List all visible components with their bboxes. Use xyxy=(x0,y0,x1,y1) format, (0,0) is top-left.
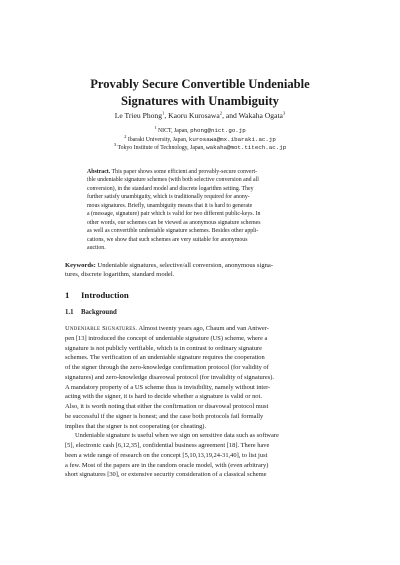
body-line: implies that the signer is not cooperating (or cheating). xyxy=(65,422,207,430)
abstract-line: cations, we show that such schemes are very suitable for anonymous xyxy=(87,236,248,243)
section-heading xyxy=(65,290,129,300)
abstract-line: auction. xyxy=(87,245,106,252)
abstract-line xyxy=(87,168,313,176)
keywords-line: tures, discrete logarithm, standard model. xyxy=(65,271,175,279)
abstract-line: a (message, signature) pair which is valid for two different public-keys. In xyxy=(87,211,261,218)
body-text-run: Almost twenty years ago, Chaum and van Antwer- xyxy=(137,325,269,332)
body-line: [5], electronic cash [6,12,35], confidential business agreement [18]. There have xyxy=(65,442,270,449)
body-line: acting with the signer, it is hard to decide whether a signature is valid or not. xyxy=(65,393,262,401)
affiliation-text: Tokyo Institute of Technology, Japan, xyxy=(117,145,207,152)
subsection-number: 1.1 xyxy=(65,309,74,316)
body-line: short signatures [30], or extensive security consideration of a classical scheme xyxy=(65,471,267,479)
subsection-heading xyxy=(65,309,117,316)
author-name: Le Trieu Phong xyxy=(114,111,163,120)
body-line: signature is not publicly verifiable, which is in contrast to ordinary signature xyxy=(65,344,263,352)
body-line: signatures) and zero-knowledge disavowal protocol (for invalidity of signatures). xyxy=(65,373,274,381)
abstract-line: ible undeniable signature schemes (with both selective conversion and all xyxy=(87,177,259,184)
subsection-title: Background xyxy=(81,309,117,316)
keywords-line xyxy=(65,261,335,270)
author-separator: , xyxy=(164,111,169,120)
author-list xyxy=(40,111,360,121)
affiliation-mark: 3 xyxy=(113,142,117,148)
affiliation-email: kurosawa@mx.ibaraki.ac.jp xyxy=(188,135,276,143)
author-affiliation-mark: 3 xyxy=(282,110,286,116)
body-line: Undeniable signature is useful when we sign on sensitive data such as software xyxy=(75,432,279,440)
affiliation xyxy=(60,144,340,153)
body-line: Also, it is worth noting that either the confirmation or disavowal protocol must xyxy=(65,403,269,410)
abstract-line: further satisfy unambiguity, which is traditionally required for anony- xyxy=(87,194,250,201)
abstract xyxy=(87,168,313,253)
section-number: 1 xyxy=(65,290,70,300)
affiliation xyxy=(60,127,340,136)
body-line: A mandatory property of a US scheme thus is invisibility, namely without inter- xyxy=(65,383,271,391)
body-line: schemes. The verification of an undeniable signature requires the cooperation xyxy=(65,354,265,362)
paper-title xyxy=(60,76,340,110)
affiliation-list xyxy=(60,127,340,153)
affiliation-email: wakaha@mot.titech.ac.jp xyxy=(206,144,287,152)
author-name: Wakaha Ogata xyxy=(238,111,283,120)
author-affiliation-mark: 1 xyxy=(162,110,165,116)
title-line: Signatures with Unambiguity xyxy=(121,94,279,108)
author-affiliation-mark: 2 xyxy=(219,110,223,116)
title-line: Provably Secure Convertible Undeniable xyxy=(90,77,310,91)
keywords-label: Keywords: xyxy=(65,262,96,269)
abstract-line: mous signatures. Briefly, unambiguity means that it is hard to generate xyxy=(87,202,253,209)
abstract-text: This paper shows some efficient and provably-secure convert- xyxy=(110,169,258,175)
body-line: pen [13] introduced the concept of undeniable signature (US) scheme, where a xyxy=(65,334,268,342)
keywords xyxy=(65,261,335,280)
abstract-line: as well as convertible undeniable signature schemes. Besides other appli- xyxy=(87,228,259,235)
body-line: a few. Most of the papers are in the random oracle model, with (even arbitrary) xyxy=(65,461,269,469)
keywords-text: Undeniable signatures, selective/all conversion, anonymous signa- xyxy=(95,262,274,269)
body-text xyxy=(65,324,335,480)
affiliation-mark: 1 xyxy=(154,125,157,131)
affiliation-mark: 2 xyxy=(124,133,127,139)
author-separator: , and xyxy=(222,111,239,120)
body-line: of the signer through the zero-knowledge confirmation protocol (for validity of xyxy=(65,364,269,371)
abstract-line: other words, our schemes can be viewed as anonymous signature schemes xyxy=(87,219,261,226)
body-line: been a wide range of research on the concept [5,10,13,19,24-31,40], to list just xyxy=(65,451,268,459)
affiliation-text: NICT, Japan, xyxy=(157,128,191,134)
paragraph-lead: Undeniable Signatures. xyxy=(65,325,138,332)
body-line: be successful if the signer is honest; and the case both protocols fail formally xyxy=(65,412,264,420)
author-name: Kaoru Kurosawa xyxy=(168,111,220,120)
affiliation-email: phong@nict.go.jp xyxy=(190,127,246,134)
affiliation-text: Ibaraki University, Japan, xyxy=(127,136,189,143)
abstract-label: Abstract. xyxy=(87,169,111,175)
abstract-line: conversion), in the standard model and discrete logarithm setting. They xyxy=(87,185,254,192)
body-line xyxy=(65,324,335,334)
section-title: Introduction xyxy=(81,290,129,300)
